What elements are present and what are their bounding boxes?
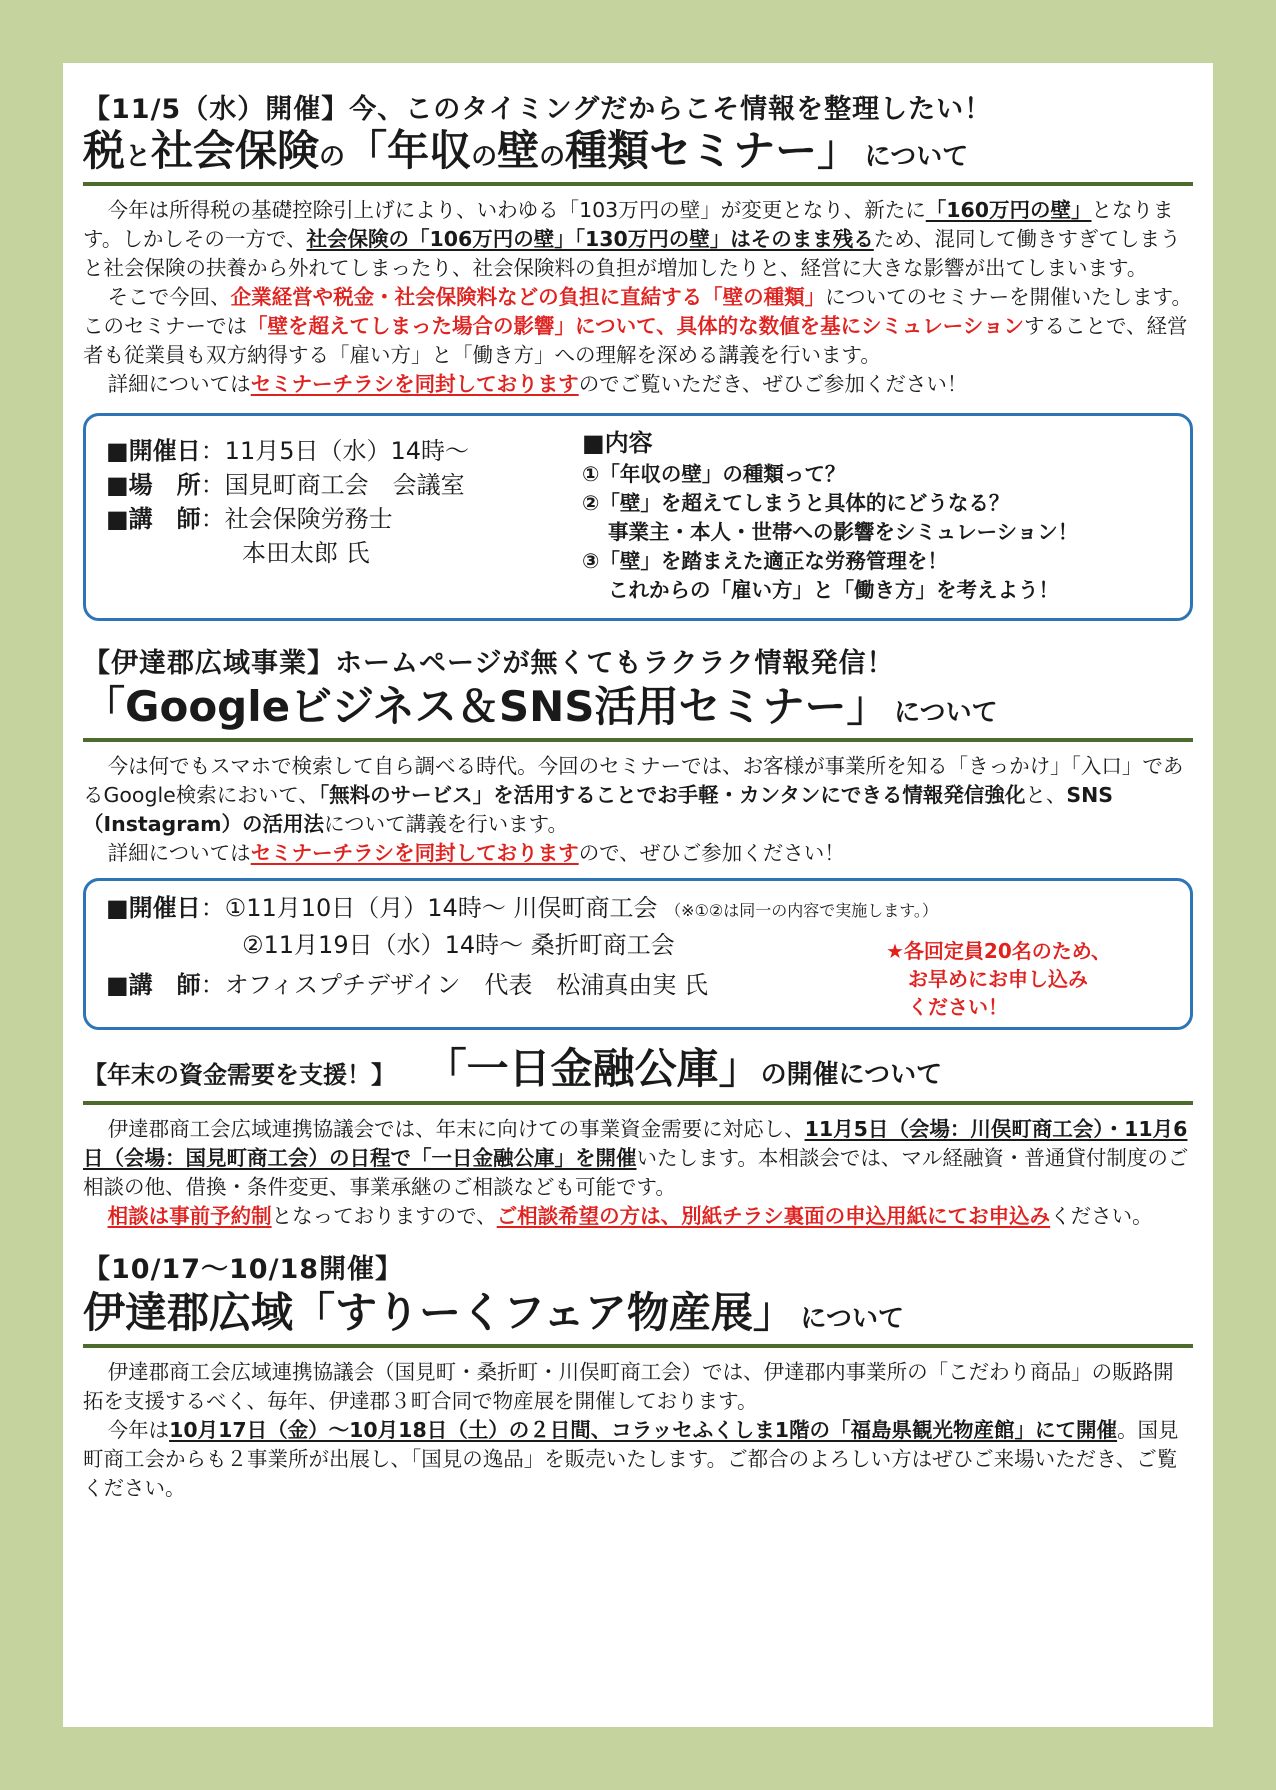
section1-paragraph-3: 詳細についてはセミナーチラシを同封しておりますのでご覧いただき、ぜひご参加ください！ <box>107 372 968 397</box>
section3-title: 【年末の資金需要を支援！】 「一日金融公庫」の開催について <box>83 1044 943 1094</box>
section1-details <box>106 434 469 570</box>
section2-rule <box>83 738 1193 742</box>
section1-rule <box>83 182 1193 186</box>
section2-title: 「Googleビジネス＆SNS活用セミナー」 について <box>83 682 998 732</box>
section4-kicker: 【10/17～10/18開催】 <box>83 1253 404 1285</box>
section2-details <box>106 891 938 1002</box>
seminar-date-1: ■開催日：①11月10日（月）14時～ 川俣町商工会 （※①②は同一の内容で実施します。） <box>106 894 938 923</box>
section1-kicker: 【11/5（水）開催】今、このタイミングだからこそ情報を整理したい！ <box>83 94 993 125</box>
content-item-3-detail: これからの「雇い方」と「働き方」を考えよう！ <box>608 578 1059 603</box>
newsletter-page <box>63 63 1213 1727</box>
section4-title: 伊達郡広域「すりーくフェア物産展」 について <box>83 1287 904 1337</box>
section-kinyu-koko <box>83 1046 1193 1230</box>
section-nenshu-kabe <box>83 87 1193 621</box>
event-place: ■場 所：国見町商工会 会議室 <box>106 471 465 500</box>
content-item-2: ②「壁」を超えてしまうと具体的にどうなる？ <box>582 491 1010 516</box>
seminar-lecturer: ■講 師：オフィスプチデザイン 代表 松浦真由実 氏 <box>106 971 708 1000</box>
capacity-notice: ★各回定員20名のため、 お早めにお申し込み ください！ <box>886 939 1111 1020</box>
event-lecturer: ■講 師：社会保険労務士 <box>106 505 393 534</box>
content-item-2-detail: 事業主・本人・世帯への影響をシミュレーション！ <box>608 520 1079 545</box>
section2-kicker: 【伊達郡広域事業】ホームページが無くてもラクラク情報発信！ <box>83 648 895 680</box>
section2-paragraph-2: 詳細についてはセミナーチラシを同封しておりますので、ぜひご参加ください！ <box>107 841 845 866</box>
section3-title-suffix: の開催について <box>760 1060 943 1091</box>
section-google-sns <box>83 641 1193 1030</box>
section3-kicker: 【年末の資金需要を支援！】 <box>83 1061 395 1090</box>
event-date: ■開催日：11月5日（水）14時～ <box>106 437 470 466</box>
section2-info-box <box>83 878 1193 1030</box>
section3-paragraph-1: 伊達郡商工会広域連携協議会では、年末に向けての事業資金需要に対応し、11月5日（会場：川俣町商工会）・11月6日（会場：国見町商工会）の日程で「一日金融公庫」を開催いたします。本相談会では、マル経融資・普通貸付制度のご相談の他、借換・条件変更、事業承継のご相談なども可能です。 <box>83 1116 1189 1199</box>
section1-info-box <box>83 413 1193 621</box>
section4-title-suffix: について <box>800 1303 904 1334</box>
section1-contents <box>582 426 1078 605</box>
section2-paragraph-1: 今は何でもスマホで検索して自ら調べる時代。今回のセミナーでは、お客様が事業所を知る「きっかけ」「入口」であるGoogle検索において、「無料のサービス」を活用することでお手軽・カンタンにできる情報発信強化と、SNS（Instagram）の活用法について講義を行います。 <box>83 754 1184 837</box>
same-content-note: （※①②は同一の内容で実施します。） <box>665 901 938 921</box>
section3-paragraph-2: 相談は事前予約制となっておりますので、ご相談希望の方は、別紙チラシ裏面の申込用紙にてお申込みください。 <box>107 1203 1153 1228</box>
content-heading: ■内容 <box>582 429 653 458</box>
section4-paragraph-2: 今年は10月17日（金）～10月18日（土）の２日間、コラッセふくしま1階の「福島県観光物産館」にて開催。国見町商工会からも２事業所が出展し、「国見の逸品」を販売いたします。ご都合のよろしい方はぜひご来場いただき、ご覧ください。 <box>83 1417 1179 1500</box>
event-lecturer-name: 本田太郎 氏 <box>242 539 370 568</box>
section2-title-suffix: について <box>894 698 998 729</box>
content-item-3: ③「壁」を踏まえた適正な労務管理を！ <box>582 549 948 574</box>
section-bussanten <box>83 1247 1193 1503</box>
section1-title: 税と社会保険の「年収の壁の種類セミナー」 について <box>83 126 969 175</box>
seminar-date-2: ②11月19日（水）14時～ 桑折町商工会 <box>242 931 675 960</box>
section4-rule <box>83 1344 1193 1348</box>
content-item-1: ①「年収の壁」の種類って？ <box>582 462 846 487</box>
section1-paragraph-1: 今年は所得税の基礎控除引上げにより、いわゆる「103万円の壁」が変更となり、新たに「160万円の壁」となります。しかしその一方で、社会保険の「106万円の壁」「130万円の壁」はそのまま残るため、混同して働きすぎてしまうと社会保険の扶養から外れてしまったり、社会保険料の負担が増加したりと、経営に大きな影響が出てしまいます。 <box>83 198 1181 281</box>
section1-paragraph-2: そこで今回、企業経営や税金・社会保険料などの負担に直結する「壁の種類」についてのセミナーを開催いたします。このセミナーでは「壁を超えてしまった場合の影響」について、具体的な数値を基にシミュレーションすることで、経営者も従業員も双方納得する「雇い方」と「働き方」への理解を深める講義を行います。 <box>83 285 1193 368</box>
section4-paragraph-1: 伊達郡商工会広域連携協議会（国見町・桑折町・川俣町商工会）では、伊達郡内事業所の「こだわり商品」の販路開拓を支援するべく、毎年、伊達郡３町合同で物産展を開催しております。 <box>83 1359 1174 1413</box>
section3-rule <box>83 1101 1193 1105</box>
section1-title-suffix: について <box>864 142 969 172</box>
